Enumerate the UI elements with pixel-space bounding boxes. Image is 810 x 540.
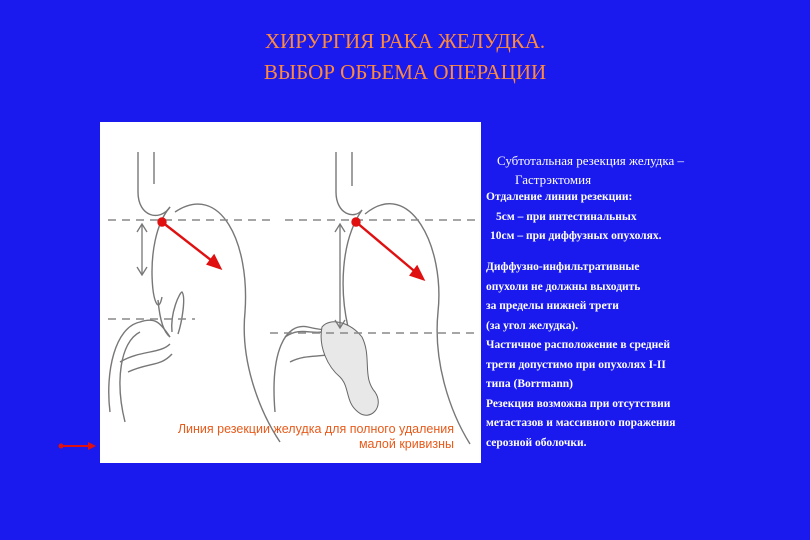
page-title xyxy=(0,26,810,88)
title-line-1: ХИРУРГИЯ РАКА ЖЕЛУДКА. xyxy=(264,29,546,53)
heading-line-1: Субтотальная резекция желудка – xyxy=(497,153,685,168)
caption-line-1: Линия резекции желудка для полного удаления xyxy=(177,422,454,436)
diffuse-line: типа (Borrmann) xyxy=(486,378,573,390)
resection-line-3: 10см – при диффузных опухолях. xyxy=(490,230,662,242)
operation-heading xyxy=(497,151,797,189)
diffuse-line: Частичное расположение в средней xyxy=(486,339,671,351)
caption-line-2: малой кривизны xyxy=(358,437,454,451)
title-line-2: ВЫБОР ОБЪЕМА ОПЕРАЦИИ xyxy=(263,60,547,84)
resection-arrows xyxy=(159,219,424,280)
stomach-illustration xyxy=(100,122,481,463)
stomach-diagram xyxy=(100,122,481,463)
diffuse-line: метастазов и массивного поражения xyxy=(486,417,676,429)
diffuse-line: (за угол желудка). xyxy=(486,319,579,332)
diffuse-line: серозной оболочки. xyxy=(486,436,587,449)
resection-line-2: 5см – при интестинальных xyxy=(496,210,637,223)
resection-line-1: Отдаление линии резекции: xyxy=(486,191,633,203)
diffuse-line: опухоли не должны выходить xyxy=(486,280,641,293)
distance-arrows xyxy=(137,224,345,328)
diffuse-line: Резекция возможна при отсутствии xyxy=(486,397,671,410)
diffuse-line: трети допустимо при опухолях I-II xyxy=(486,358,666,371)
legend-arrow-icon xyxy=(50,438,100,452)
diffuse-line: за пределы нижней трети xyxy=(486,300,619,312)
diffuse-tumor-block xyxy=(486,258,806,453)
diffuse-line: Диффузно-инфильтративные xyxy=(486,261,640,273)
figure-caption xyxy=(118,422,454,452)
heading-line-2: Гастрэктомия xyxy=(515,172,592,187)
tumor-mass xyxy=(321,322,378,415)
stomach-left xyxy=(109,152,280,442)
resection-distance-block xyxy=(486,188,806,247)
